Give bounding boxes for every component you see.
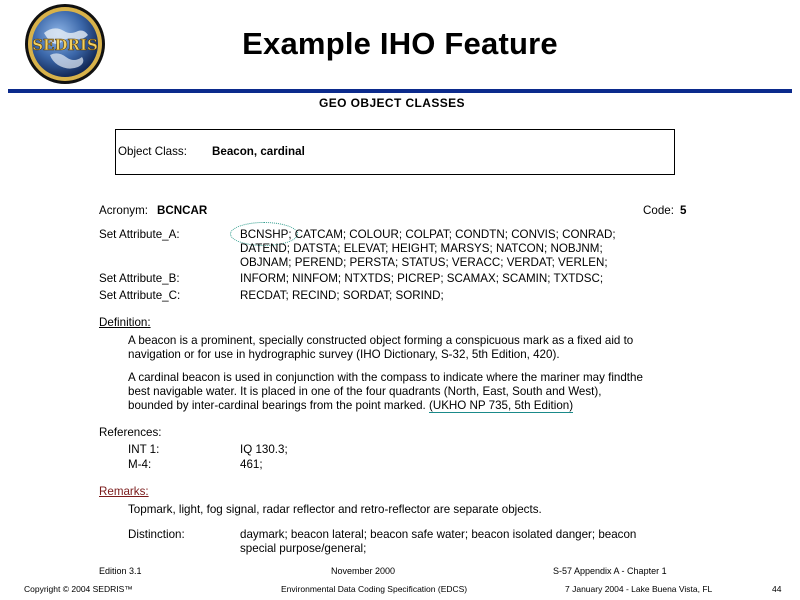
definition-2-line-3 <box>128 399 573 412</box>
int1-value: IQ 130.3; <box>240 443 288 456</box>
date-place: 7 January 2004 - Lake Buena Vista, FL <box>565 584 713 594</box>
doc-footer-date: November 2000 <box>331 566 396 576</box>
spec-name: Environmental Data Coding Specification (EDCS) <box>281 584 468 594</box>
ukho-reference: (UKHO NP 735, 5th Edition) <box>428 399 574 412</box>
doc-heading: GEO OBJECT CLASSES <box>319 96 465 110</box>
definition-2-line-3-text: bounded by inter-cardinal bearings from the point marked. <box>128 399 429 412</box>
m4-label: M-4: <box>128 458 152 471</box>
object-class-box <box>115 129 675 175</box>
doc-footer-edition: Edition 3.1 <box>99 566 142 576</box>
distinction-line-1: daymark; beacon lateral; beacon safe water; beacon isolated danger; beacon <box>240 528 637 541</box>
definition-2-line-2: best navigable water. It is placed in one of the four quadrants (North, East, South and West), <box>128 385 602 398</box>
doc-footer-appendix: S-57 Appendix A - Chapter 1 <box>553 566 667 576</box>
definition-2-line-1: A cardinal beacon is used in conjunction with the compass to indicate where the mariner may findthe <box>128 371 643 384</box>
int1-label: INT 1: <box>128 443 160 456</box>
object-class-value: Beacon, cardinal <box>212 145 305 158</box>
remarks-text: Topmark, light, fog signal, radar reflector and retro-reflector are separate objects. <box>128 503 542 516</box>
distinction-line-2: special purpose/general; <box>240 542 367 555</box>
definition-label: Definition: <box>99 316 151 329</box>
remarks-label: Remarks: <box>99 485 149 498</box>
slide-title: Example IHO Feature <box>242 26 558 61</box>
attr-a-line-1: BCNSHP; CATCAM; COLOUR; COLPAT; CONDTN; CONVIS; CONRAD; <box>240 228 616 241</box>
attr-c-label: Set Attribute_C: <box>99 289 181 302</box>
definition-1-line-1: A beacon is a prominent, specially constructed object forming a conspicuous mark as a fixed aid to <box>128 334 634 347</box>
attr-a-line-3: OBJNAM; PEREND; PERSTA; STATUS; VERACC; VERDAT; VERLEN; <box>240 256 608 269</box>
references-label: References: <box>99 426 162 439</box>
code-label: Code: <box>643 204 674 217</box>
attr-a-line-2: DATEND; DATSTA; ELEVAT; HEIGHT; MARSYS; NATCON; NOBJNM; <box>240 242 603 255</box>
object-class-label: Object Class: <box>118 145 187 158</box>
page-number: 44 <box>772 584 782 594</box>
distinction-label: Distinction: <box>128 528 185 541</box>
acronym-label: Acronym: <box>99 204 148 217</box>
attr-c-value: RECDAT; RECIND; SORDAT; SORIND; <box>240 289 444 302</box>
copyright: Copyright © 2004 SEDRIS™ <box>24 584 133 594</box>
attr-b-value: INFORM; NINFOM; NTXTDS; PICREP; SCAMAX; SCAMIN; TXTDSC; <box>240 272 604 285</box>
m4-value: 461; <box>240 458 263 471</box>
attr-a-label: Set Attribute_A: <box>99 228 180 241</box>
code-value: 5 <box>680 204 687 217</box>
acronym-value: BCNCAR <box>157 204 208 217</box>
definition-1-line-2: navigation or for use in hydrographic survey (IHO Dictionary, S-32, 5th Edition, 420). <box>128 348 560 361</box>
attr-b-label: Set Attribute_B: <box>99 272 180 285</box>
logo-text: SEDRIS <box>32 36 98 54</box>
